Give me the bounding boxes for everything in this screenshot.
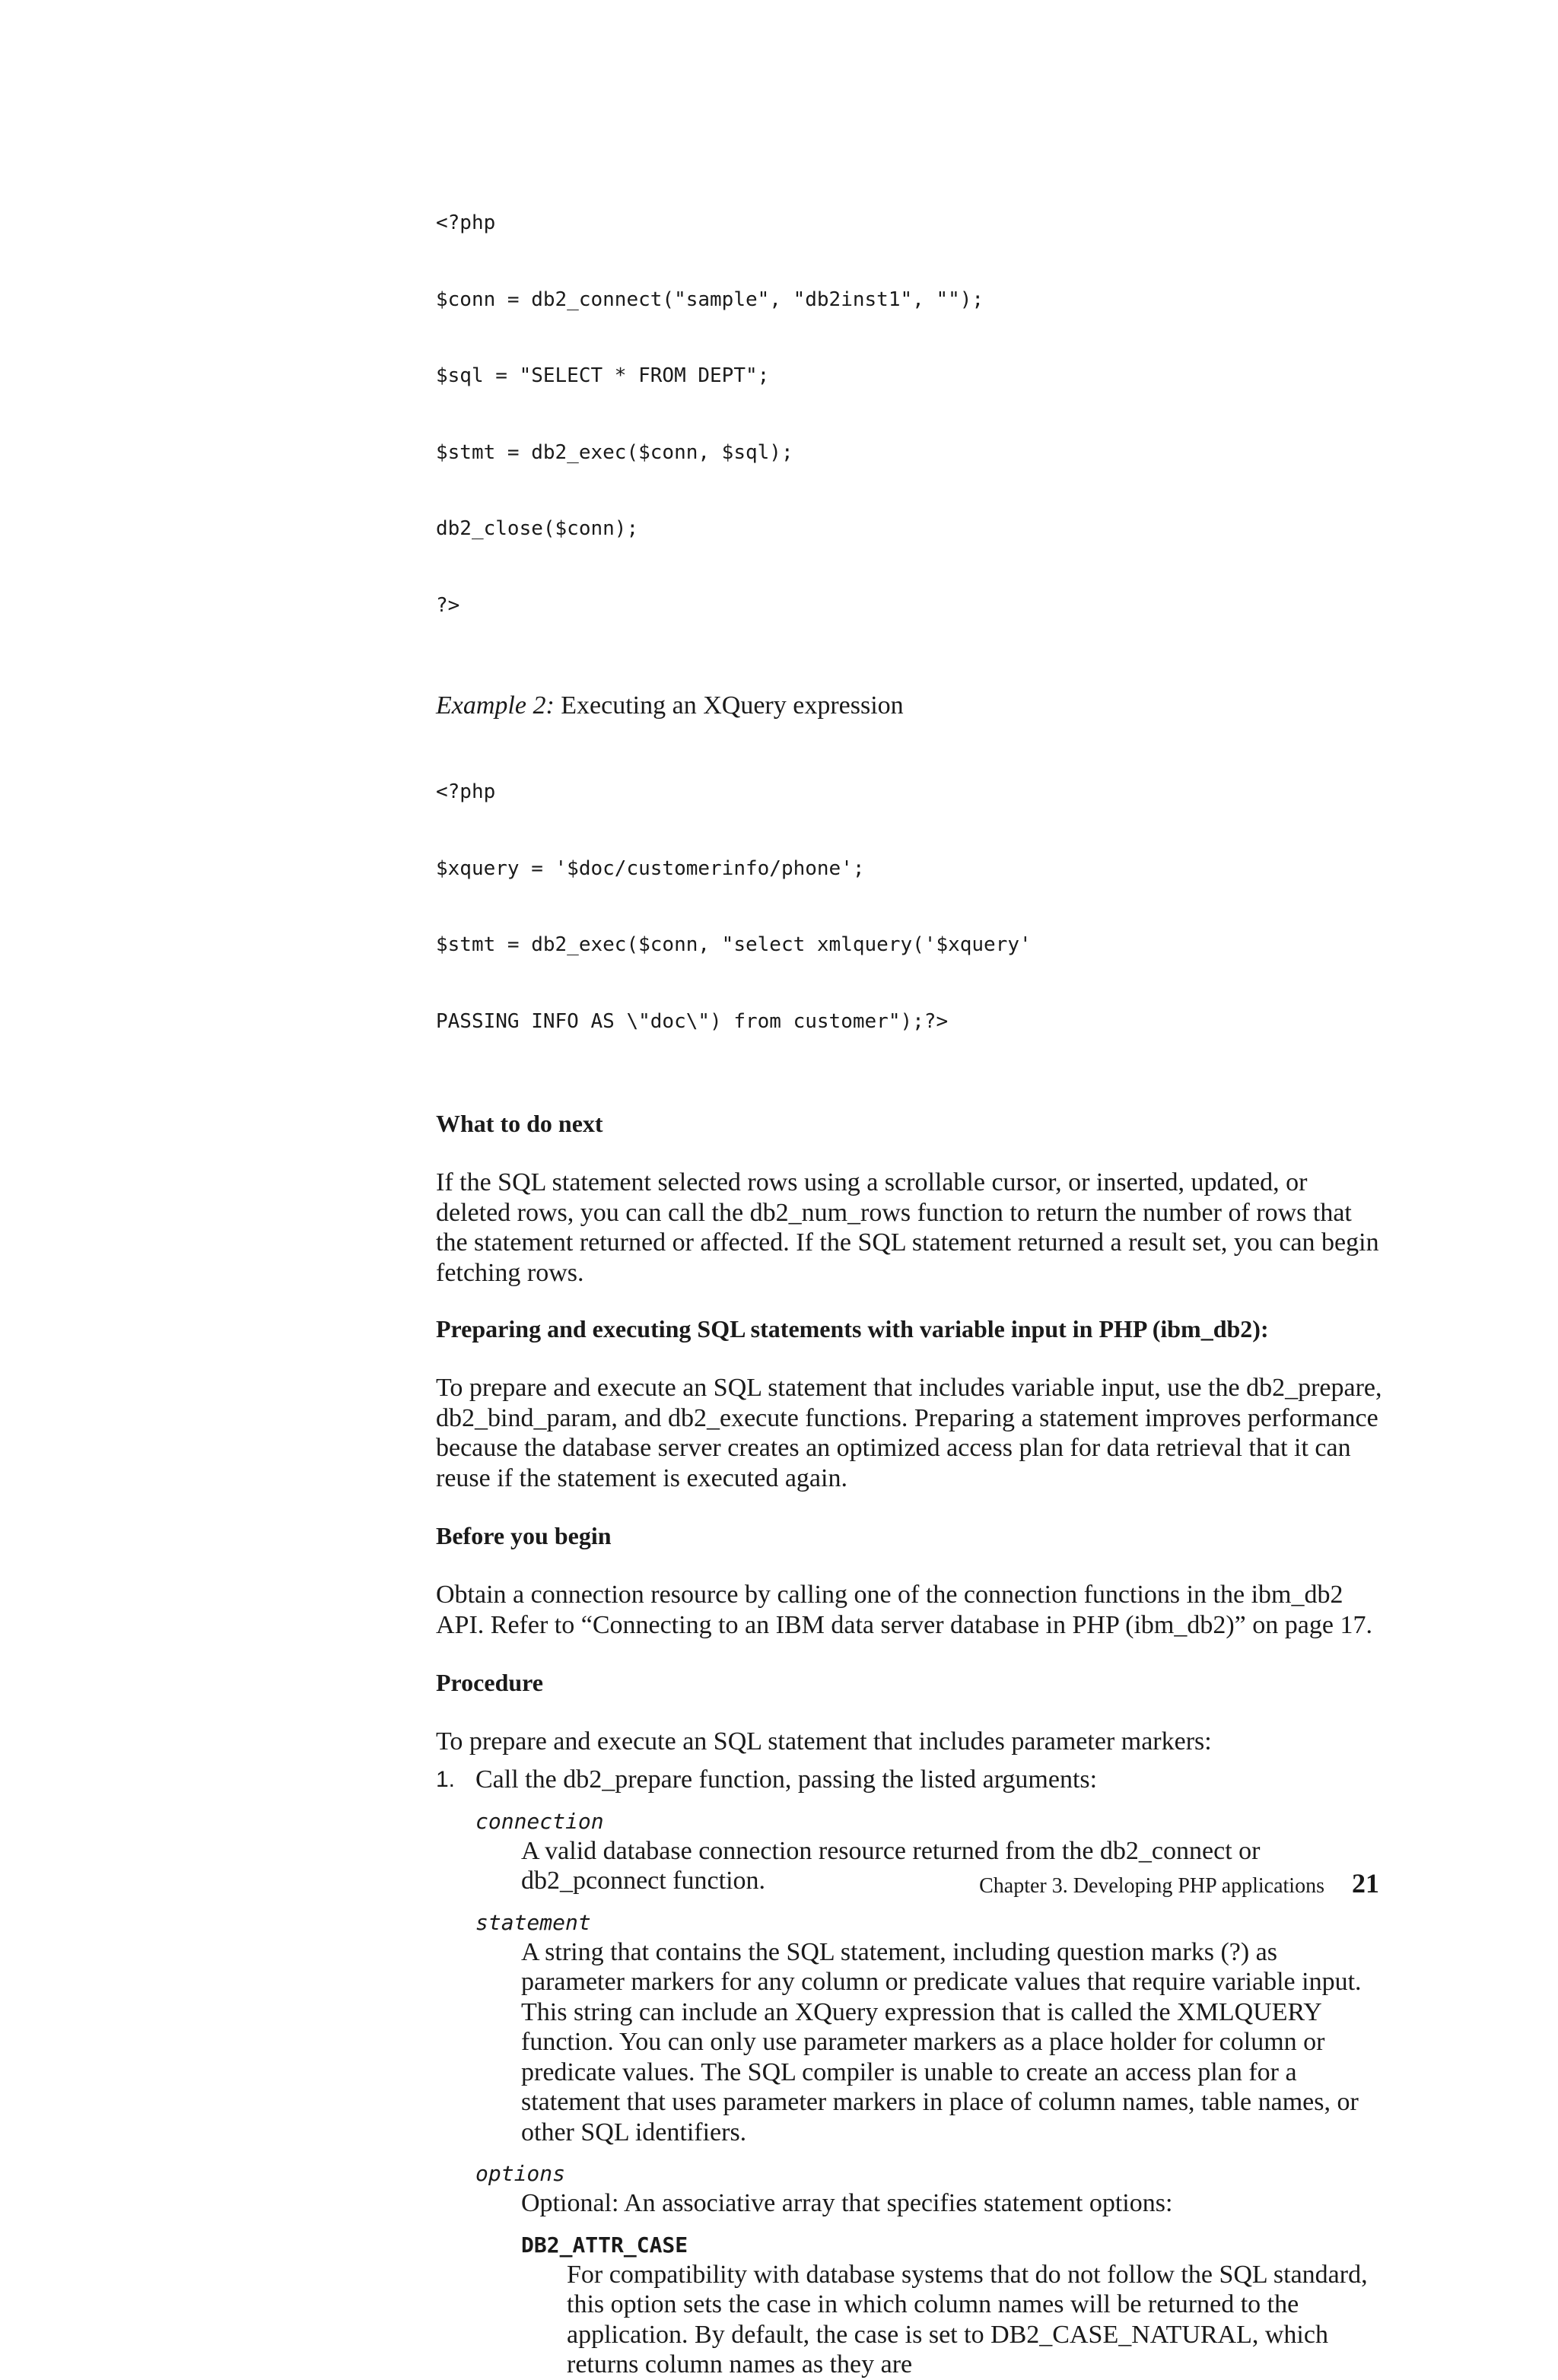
argument-term-options: options [475,2161,566,2186]
option-desc-db2-attr-case: For compatibility with database systems that do not follow the SQL standard, this option sets the case in which column names will be returned to the application. By default, the case is set to DB2_CASE_NATURAL, which returns column names as they are [567,2260,1368,2378]
argument-term-connection: connection [475,1808,604,1834]
step-text: Call the db2_prepare function, passing the listed arguments: [475,1765,1098,1794]
argument-desc-connection: A valid database connection resource returned from the db2_connect or db2_pconnect function. [521,1836,1261,1895]
example-2-label: Example 2: [436,691,555,720]
code-line: $stmt = db2_exec($conn, "select xmlquery('$xquery' [436,933,1032,956]
heading-procedure: Procedure [436,1669,543,1696]
footer-chapter-title: Chapter 3. Developing PHP applications [979,1874,1324,1898]
code-line: ?> [436,593,460,617]
code-line: $conn = db2_connect("sample", "db2inst1", ""); [436,288,984,311]
page-content [436,160,1387,2380]
code-line: <?php [436,211,496,234]
page-footer [979,1867,1379,1899]
code-line: $sql = "SELECT * FROM DEPT"; [436,364,770,387]
code-line: <?php [436,780,496,803]
heading-preparing: Preparing and executing SQL statements with variable input in PHP (ibm_db2): [436,1315,1269,1343]
argument-term-statement: statement [475,1909,591,1935]
example-2-text: Executing an XQuery expression [554,691,904,720]
code-example-1 [436,160,1387,669]
argument-desc-statement: A string that contains the SQL statement, including question marks (?) as parameter markers for any column or predicate values that require variable input. This string can include an XQuery expression that is called the XMLQUERY function. You can only use parameter markers as a place holder for column or predicate values. The SQL compiler is unable to create an access plan for a statement that uses parameter markers in place of column names, table names, or other SQL identifiers. [521,1937,1362,2146]
code-example-2 [436,729,1387,1085]
heading-what-to-do-next: What to do next [436,1110,603,1137]
option-term-db2-attr-case: DB2_ATTR_CASE [521,2232,688,2258]
paragraph-before-you-begin: Obtain a connection resource by calling one of the connection functions in the ibm_db2 API. Refer to “Connecting to an IBM data server database in PHP (ibm_db2)” on page 17. [436,1581,1372,1639]
heading-before-you-begin: Before you begin [436,1522,612,1549]
code-line: $stmt = db2_exec($conn, $sql); [436,440,793,464]
argument-desc-options: Optional: An associative array that specifies statement options: [521,2189,1173,2217]
procedure-step-1 [436,1765,1387,1795]
code-line: PASSING INFO AS \"doc\") from customer");?> [436,1009,949,1033]
code-line: db2_close($conn); [436,517,639,540]
paragraph-what-to-do-next: If the SQL statement selected rows using a scrollable cursor, or inserted, updated, or deleted rows, you can call the db2_num_rows function to return the number of rows that the statement returned or affected. If the SQL statement returned a result set, you can begin fetching rows. [436,1168,1379,1287]
options-list [521,2231,1387,2380]
example-2-title [436,691,1387,721]
code-line: $xquery = '$doc/customerinfo/phone'; [436,856,865,880]
page-number: 21 [1352,1868,1379,1899]
paragraph-preparing: To prepare and execute an SQL statement that includes variable input, use the db2_prepare, db2_bind_param, and db2_execute functions. Preparing a statement improves performance because the database server creates an optimized access plan for data retrieval that it can reuse if the statement is executed again. [436,1374,1382,1492]
step-number: 1. [436,1766,456,1792]
paragraph-procedure-intro: To prepare and execute an SQL statement that includes parameter markers: [436,1727,1212,1756]
